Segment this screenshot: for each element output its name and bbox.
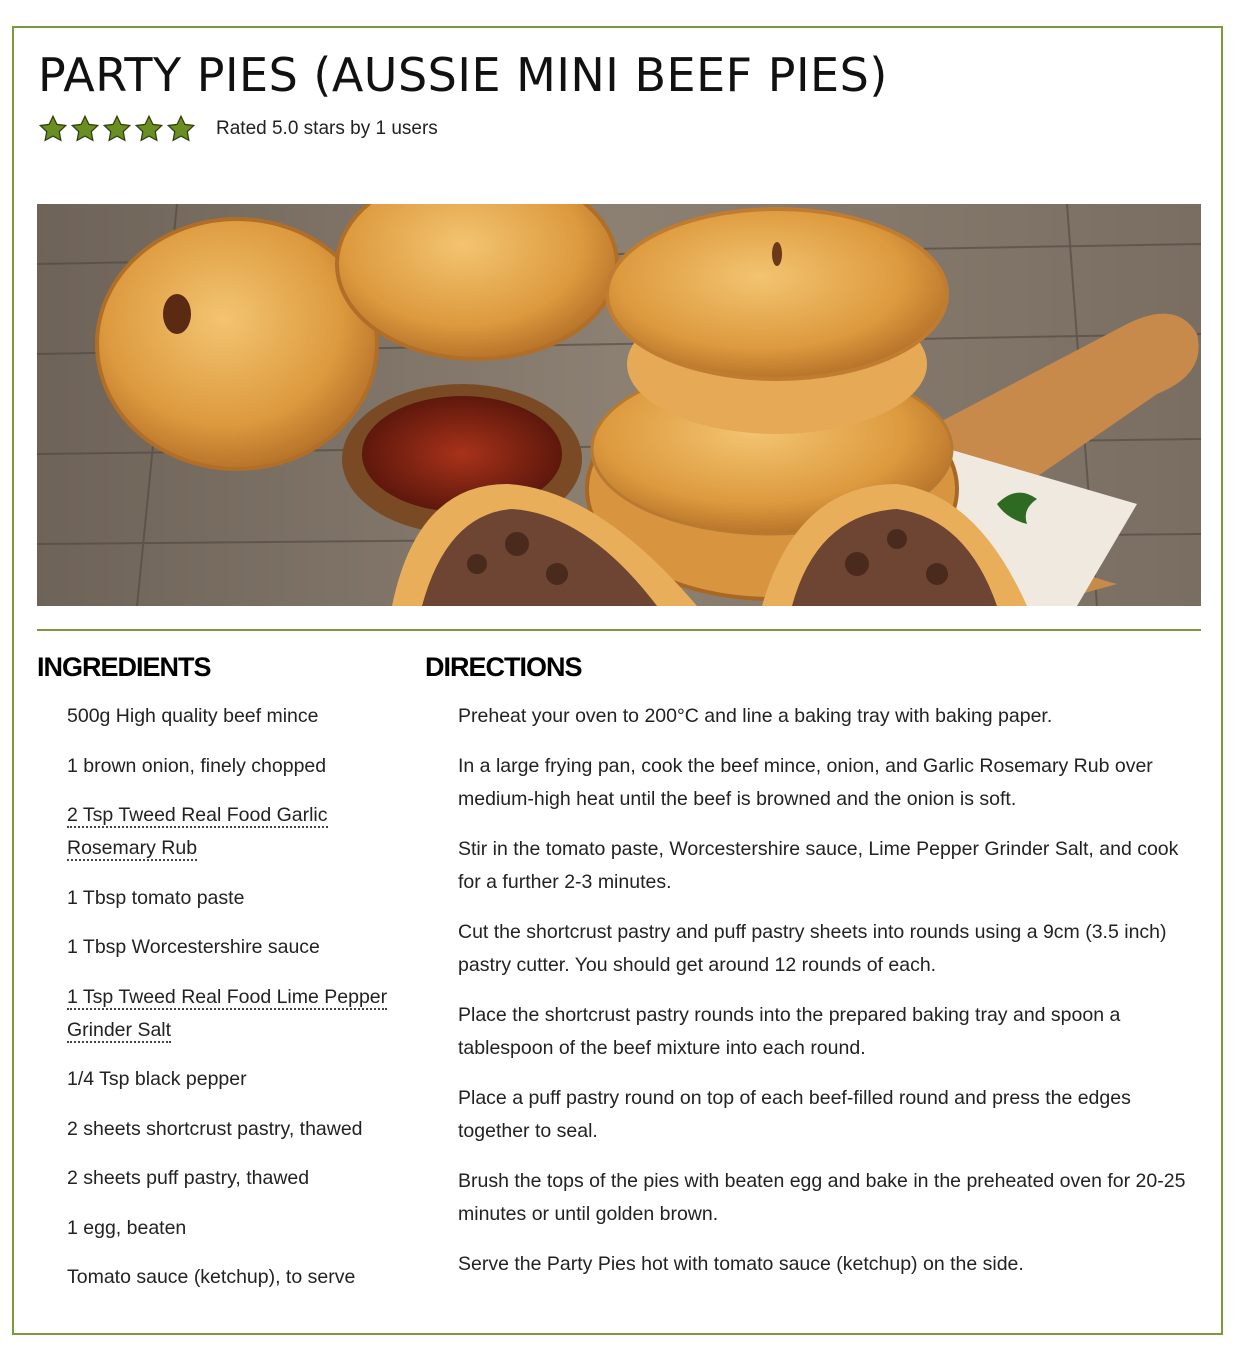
ingredients-heading: INGREDIENTS: [37, 652, 211, 682]
direction-step: Place a puff pastry round on top of each beef-filled round and press the edges together to seal.: [458, 1086, 1131, 1142]
direction-step: Cut the shortcrust pastry and puff pastry sheets into rounds using a 9cm (3.5 inch) pastry cutter. You should get around 12 rounds of each.: [458, 920, 1167, 976]
ingredient-item: 1 Tbsp Worcestershire sauce: [67, 936, 320, 958]
direction-step: Preheat your oven to 200°C and line a baking tray with baking paper.: [458, 705, 1053, 727]
ingredients-list: [67, 700, 407, 1311]
ingredient-item: Tomato sauce (ketchup), to serve: [67, 1266, 356, 1288]
rating: [38, 114, 438, 144]
star-icon: [134, 114, 164, 144]
ingredient-item: 1 brown onion, finely chopped: [67, 754, 327, 777]
direction-step: Place the shortcrust pastry rounds into the prepared baking tray and spoon a tablespoon of the beef mixture into each round.: [458, 1003, 1121, 1059]
star-icon: [166, 114, 196, 144]
ingredient-item: 1 egg, beaten: [67, 1216, 187, 1239]
ingredient-link-garlic-rosemary-rub[interactable]: 2 Tsp Tweed Real Food Garlic Rosemary Rub: [67, 804, 328, 859]
ingredient-item: 1 Tbsp tomato paste: [67, 886, 245, 909]
ingredient-item: 2 sheets puff pastry, thawed: [67, 1167, 310, 1189]
meat-pies-photo: [37, 204, 1201, 606]
directions-heading: DIRECTIONS: [425, 652, 582, 682]
ingredient-item: 2 sheets shortcrust pastry, thawed: [67, 1117, 363, 1140]
direction-step: Serve the Party Pies hot with tomato sauce (ketchup) on the side.: [458, 1252, 1024, 1275]
hero-image: [37, 204, 1201, 606]
star-icon: [38, 114, 68, 144]
star-rating: [38, 114, 196, 144]
star-icon: [102, 114, 132, 144]
ingredient-item: [67, 981, 407, 1047]
star-icon: [70, 114, 100, 144]
rating-text: Rated 5.0 stars by 1 users: [216, 118, 438, 139]
direction-step: Stir in the tomato paste, Worcestershire sauce, Lime Pepper Grinder Salt, and cook for a further 2-3 minutes.: [458, 837, 1179, 893]
ingredient-item: 500g High quality beef mince: [67, 705, 319, 727]
direction-step: Brush the tops of the pies with beaten egg and bake in the preheated oven for 20-25 minutes or until golden brown.: [458, 1169, 1186, 1225]
recipe-title: PARTY PIES (AUSSIE MINI BEEF PIES): [38, 48, 888, 102]
section-divider: [37, 629, 1201, 631]
direction-step: In a large frying pan, cook the beef mince, onion, and Garlic Rosemary Rub over medium-high heat until the beef is browned and the onion is soft.: [458, 754, 1153, 810]
directions-list: [458, 700, 1198, 1297]
ingredient-link-lime-pepper-salt[interactable]: 1 Tsp Tweed Real Food Lime Pepper Grinder Salt: [67, 985, 388, 1041]
ingredient-item: 1/4 Tsp black pepper: [67, 1068, 247, 1090]
ingredient-item: [67, 799, 407, 865]
